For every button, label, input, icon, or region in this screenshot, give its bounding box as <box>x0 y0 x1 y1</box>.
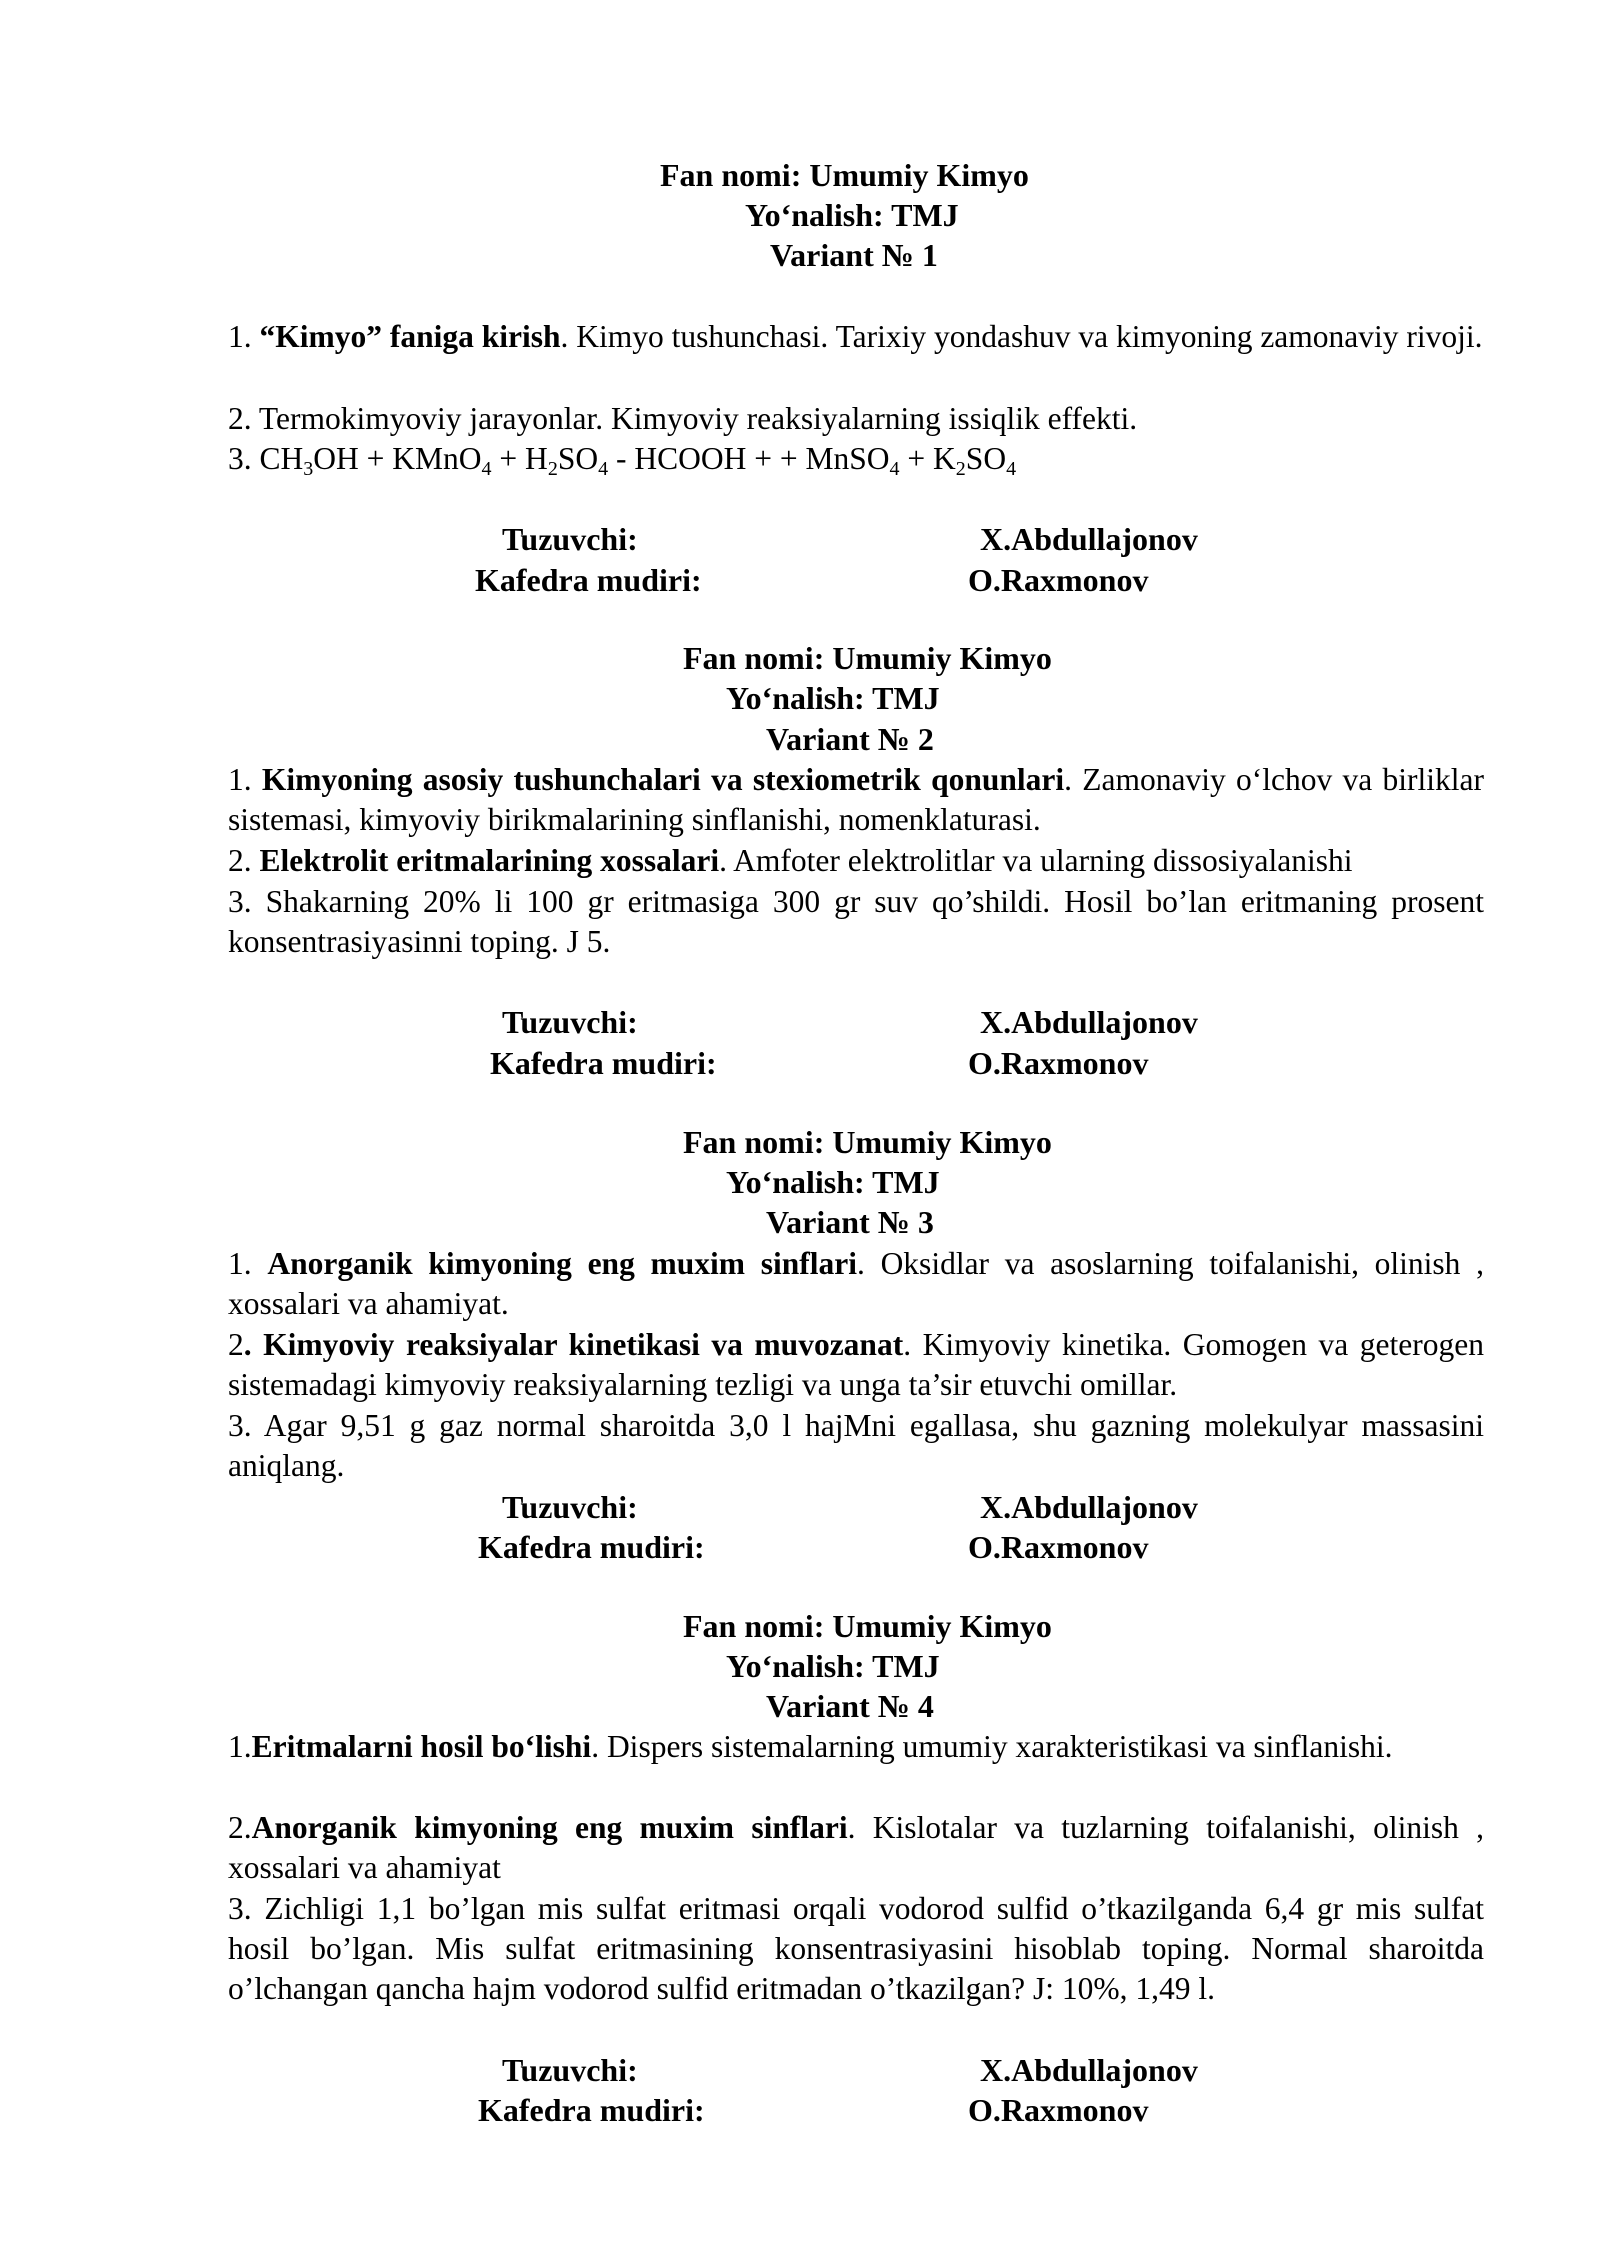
question-2: 2.Anorganik kimyoning eng muxim sinflari. Kislotalar va tuzlarning toifalanishi, olinish , xossalari va ahamiyat <box>228 1810 1484 1885</box>
compiler-label: Tuzuvchi: <box>502 2052 638 2088</box>
question-3: 3. Zichligi 1,1 bo’lgan mis sulfat eritmasi orqali vodorod sulfid o’tkazilganda 6,4 gr mis sulfat hosil bo’lgan. Mis sulfat eritmasining konsentrasiyasini hisoblab toping. Normal sharoitda o’lchangan qancha hajm vodorod sulfid eritmadan o’tkazilgan? J: 10%, 1,49 l. <box>228 1891 1484 2006</box>
compiler-name: X.Abdullajonov <box>980 2052 1198 2088</box>
direction-label: Yo‘nalish: TMJ <box>726 1648 940 1684</box>
head-of-department-name: O.Raxmonov <box>968 1529 1149 1565</box>
question-1: 1. “Kimyo” faniga kirish. Kimyo tushunchasi. Tarixiy yondashuv va kimyoning zamonaviy rivoji. <box>228 319 1483 354</box>
variant-title: Variant № 2 <box>766 721 934 757</box>
compiler-label: Tuzuvchi: <box>502 521 638 557</box>
question-3: 3. Agar 9,51 g gaz normal sharoitda 3,0 l hajMni egallasa, shu gazning molekulyar massasini aniqlang. <box>228 1408 1484 1483</box>
question-1: 1.Eritmalarni hosil bo‘lishi. Dispers sistemalarning umumiy xarakteristikasi va sinflanishi. <box>228 1729 1393 1764</box>
subject-title: Fan nomi: Umumiy Kimyo <box>683 640 1052 676</box>
compiler-name: X.Abdullajonov <box>980 521 1198 557</box>
head-of-department-name: O.Raxmonov <box>968 562 1149 598</box>
direction-label: Yo‘nalish: TMJ <box>726 1164 940 1200</box>
question-2: 2. Kimyoviy reaksiyalar kinetikasi va muvozanat. Kimyoviy kinetika. Gomogen va geterogen sistemadagi kimyoviy reaksiyalarning tezligi va unga ta’sir etuvchi omillar. <box>228 1327 1484 1402</box>
head-of-department-name: O.Raxmonov <box>968 2092 1149 2128</box>
question-topic: . Kimyoviy reaksiyalar kinetikasi va muvozanat <box>243 1327 904 1362</box>
question-3: 3. Shakarning 20% li 100 gr eritmasiga 300 gr suv qo’shildi. Hosil bo’lan eritmaning prosent konsentrasiyasinni toping. J 5. <box>228 884 1484 959</box>
variant-title: Variant № 4 <box>766 1688 934 1724</box>
question-topic: Eritmalarni hosil bo‘lishi <box>251 1729 592 1764</box>
compiler-label: Tuzuvchi: <box>502 1004 638 1040</box>
compiler-label: Tuzuvchi: <box>502 1489 638 1525</box>
question-topic: Anorganik kimyoning eng muxim sinflari <box>267 1246 857 1281</box>
head-of-department-label: Kafedra mudiri: <box>490 1045 717 1081</box>
question-1: 1. Anorganik kimyoning eng muxim sinflari. Oksidlar va asoslarning toifalanishi, olinish , xossalari va ahamiyat. <box>228 1246 1484 1321</box>
head-of-department-label: Kafedra mudiri: <box>478 2092 705 2128</box>
subject-title: Fan nomi: Umumiy Kimyo <box>683 1124 1052 1160</box>
head-of-department-label: Kafedra mudiri: <box>478 1529 705 1565</box>
subject-title: Fan nomi: Umumiy Kimyo <box>660 157 1029 193</box>
question-topic: Anorganik kimyoning eng muxim sinflari <box>251 1810 848 1845</box>
variant-title: Variant № 1 <box>770 237 938 273</box>
question-1: 1. Kimyoning asosiy tushunchalari va stexiometrik qonunlari. Zamonaviy o‘lchov va birliklar sistemasi, kimyoviy birikmalarining sinflanishi, nomenklaturasi. <box>228 762 1484 837</box>
compiler-name: X.Abdullajonov <box>980 1489 1198 1525</box>
variant-title: Variant № 3 <box>766 1204 934 1240</box>
head-of-department-name: O.Raxmonov <box>968 1045 1149 1081</box>
question-2: 2. Elektrolit eritmalarining xossalari. Amfoter elektrolitlar va ularning dissosiyalanishi <box>228 843 1353 878</box>
head-of-department-label: Kafedra mudiri: <box>475 562 702 598</box>
question-topic: Elektrolit eritmalarining xossalari <box>259 843 720 878</box>
direction-label: Yo‘nalish: TMJ <box>745 197 959 233</box>
question-3-equation: 3. $CH_3OH$ + KMnO$_4$ + $H_2SO_4$ - HCOOH + + MnSO$_4$ + $K_2SO_4$ <box>228 441 1017 480</box>
compiler-name: X.Abdullajonov <box>980 1004 1198 1040</box>
subject-title: Fan nomi: Umumiy Kimyo <box>683 1608 1052 1644</box>
direction-label: Yo‘nalish: TMJ <box>726 680 940 716</box>
question-2: 2. Termokimyoviy jarayonlar. Kimyoviy reaksiyalarning issiqlik effekti. <box>228 401 1138 436</box>
question-topic: “Kimyo” faniga kirish <box>259 319 561 354</box>
question-topic: Kimyoning asosiy tushunchalari va stexiometrik qonunlari <box>261 762 1065 797</box>
